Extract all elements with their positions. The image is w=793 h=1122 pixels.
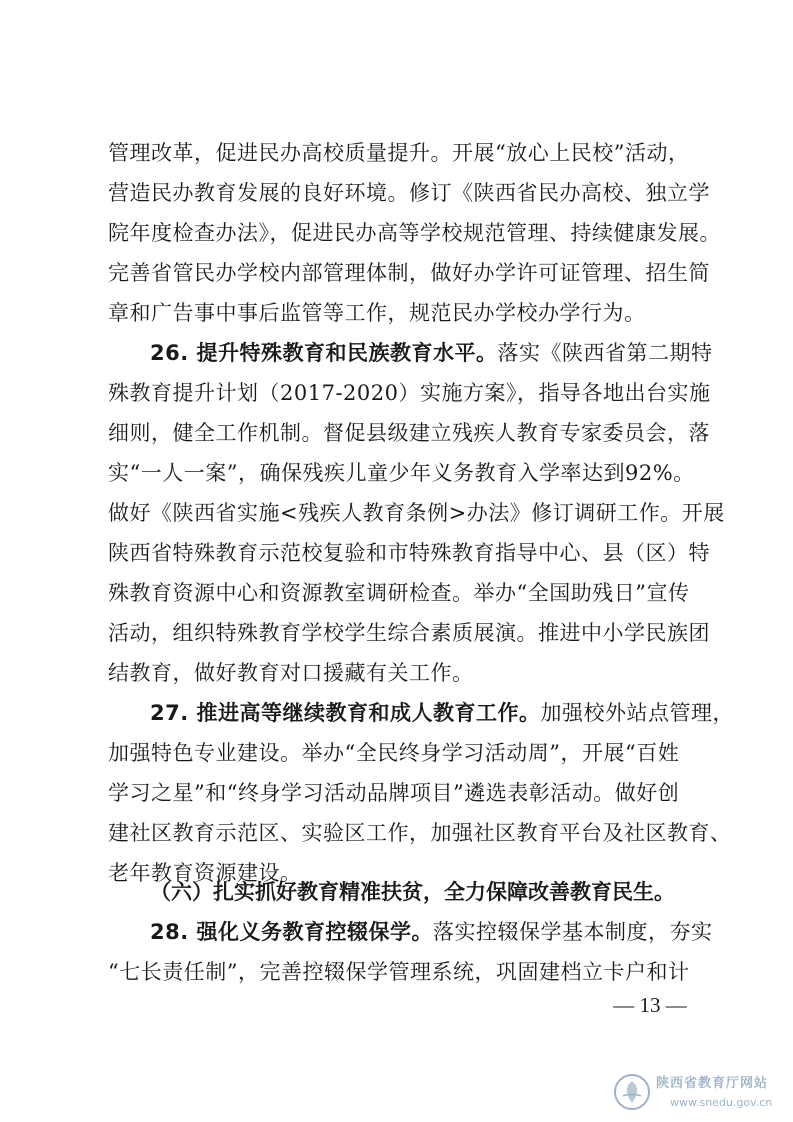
paragraph-line: 活动，组织特殊教育学校学生综合素质展演。推进中小学民族团 — [108, 621, 710, 645]
item-28-first-line — [150, 912, 713, 952]
paragraph-line: “七长责任制”，完善控辍保学管理系统，巩固建档立卡户和计 — [108, 960, 690, 984]
paragraph-line: 院年度检查办法》，促进民办高等学校规范管理、持续健康发展。 — [108, 221, 721, 245]
site-watermark — [612, 1070, 787, 1116]
item-26-first-line-text: 落实《陕西省第二期特 — [497, 341, 713, 365]
item-26-heading: 26. 提升特殊教育和民族教育水平。 — [150, 341, 498, 365]
paragraph-line: 结教育，做好教育对口援藏有关工作。 — [108, 661, 474, 685]
item-27-first-line-text: 加强校外站点管理， — [540, 701, 735, 725]
seal-icon — [612, 1072, 652, 1112]
paragraph-line: 做好《陕西省实施<残疾人教育条例>办法》修订调研工作。开展 — [108, 501, 725, 525]
paragraph-line: 殊教育提升计划（2017-2020）实施方案》，指导各地出台实施 — [108, 381, 711, 405]
paragraph-line: 章和广告事中事后监管等工作，规范民办学校办学行为。 — [108, 301, 646, 325]
item-27-first-line — [150, 693, 735, 733]
item-28-first-line-text: 落实控辍保学基本制度，夯实 — [433, 920, 713, 944]
watermark-url: www.snedu.gov.cn — [670, 1096, 773, 1109]
section-6-heading: （六）扎实抓好教育精准扶贫，全力保障改善教育民生。 — [150, 880, 675, 904]
item-27-heading: 27. 推进高等继续教育和成人教育工作。 — [150, 701, 541, 725]
watermark-title: 陕西省教育厅网站 — [656, 1076, 769, 1091]
paragraph-line: 建社区教育示范区、实验区工作，加强社区教育平台及社区教育、 — [108, 821, 732, 845]
item-28-heading: 28. 强化义务教育控辍保学。 — [150, 920, 434, 944]
paragraph-line: 营造民办教育发展的良好环境。修订《陕西省民办高校、独立学 — [108, 181, 710, 205]
paragraph-line: 殊教育资源中心和资源教室调研检查。举办“全国助残日”宣传 — [108, 581, 690, 605]
paragraph-line: 管理改革，促进民办高校质量提升。开展“放心上民校”活动， — [108, 141, 690, 165]
paragraph-line: 加强特色专业建设。举办“全民终身学习活动周”，开展“百姓 — [108, 741, 680, 765]
paragraph-line: 学习之星”和“终身学习活动品牌项目”遴选表彰活动。做好创 — [108, 781, 680, 805]
paragraph-line: 完善省管民办学校内部管理体制，做好办学许可证管理、招生简 — [108, 261, 710, 285]
paragraph-line: 陕西省特殊教育示范校复验和市特殊教育指导中心、县（区）特 — [108, 541, 710, 565]
paragraph-line: 实“一人一案”，确保残疾儿童少年义务教育入学率达到92%。 — [108, 461, 695, 485]
page-number: — 13 — — [613, 993, 687, 1017]
paragraph-line: 细则，健全工作机制。督促县级建立残疾人教育专家委员会，落 — [108, 421, 710, 445]
paragraph-line: 老年教育资源建设。 — [108, 861, 302, 885]
item-26-first-line — [150, 333, 713, 373]
